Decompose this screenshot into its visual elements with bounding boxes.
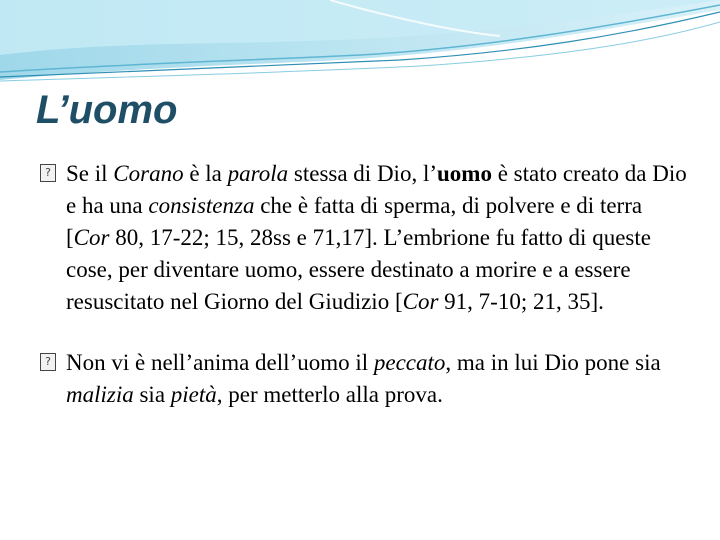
bullet-text-run: consistenza: [148, 193, 255, 218]
bullet-text-run: parola: [227, 161, 289, 186]
bullet-text-run: pietà: [170, 382, 217, 407]
slide-body: [40, 158, 690, 411]
bullet-text-run: stessa di Dio, l’: [288, 161, 437, 186]
bullet-text-run: Corano: [113, 161, 184, 186]
bullet-text-run: è stato creato da Dio e ha una: [66, 161, 687, 218]
bullet-text-run: Non vi è nell’anima dell’uomo il: [66, 350, 374, 375]
bullet-text-run: Se il: [66, 161, 114, 186]
bullet-text-run: , per metterlo alla prova.: [216, 382, 443, 407]
slide-title: L’uomo: [36, 88, 178, 132]
bullet-item-2: [40, 347, 690, 411]
bullet-text-run: malizia: [66, 382, 134, 407]
bullet-text-run: 91, 7-10; 21, 35].: [438, 289, 604, 314]
bullet-text-run: Cor: [402, 289, 439, 314]
header-wave-decoration: [0, 0, 720, 85]
bullet-icon: ?: [40, 164, 56, 182]
bullet-text-run: che è fatta di sperma, di polvere e di terra [: [66, 193, 643, 250]
bullet-text-run: uomo: [437, 161, 492, 186]
bullet-text-run: , ma in lui Dio pone sia: [445, 350, 661, 375]
bullet-icon: ?: [40, 353, 56, 371]
bullet-text-run: sia: [133, 382, 171, 407]
bullet-1-text: [66, 161, 687, 314]
bullet-text-run: è la: [183, 161, 228, 186]
bullet-item-1: [40, 158, 690, 318]
bullet-text-run: Cor: [73, 225, 110, 250]
bullet-text-run: 80, 17-22; 15, 28ss e 71,17]. L’embrione fu fatto di queste cose, per diventare uomo, essere destinato a morire e a essere resuscitato nel Giorno del Giudizio [: [66, 225, 651, 314]
bullet-2-text: [66, 350, 661, 407]
bullet-text-run: peccato: [373, 350, 446, 375]
